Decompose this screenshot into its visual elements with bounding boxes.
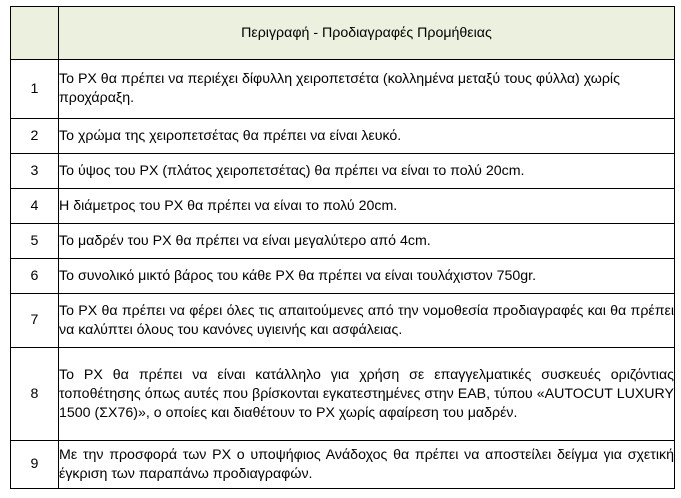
- row-description: Το ύψος του ΡΧ (πλάτος χειροπετσέτας) θα πρέπει να είναι το πολύ 20cm.: [59, 154, 675, 189]
- table-header-row: [11, 7, 675, 60]
- header-description-cell: Περιγραφή - Προδιαγραφές Προμήθειας: [59, 7, 675, 60]
- row-description: Το μαδρέν του ΡΧ θα πρέπει να είναι μεγαλύτερο από 4cm.: [59, 224, 675, 259]
- table-row: [11, 154, 675, 189]
- row-number: 3: [11, 154, 59, 189]
- table-row: [11, 60, 675, 119]
- row-description: Το συνολικό μικτό βάρος του κάθε ΡΧ θα πρέπει να είναι τουλάχιστον 750gr.: [59, 259, 675, 294]
- table-row: [11, 259, 675, 294]
- row-number: 9: [11, 441, 59, 489]
- table-row: [11, 119, 675, 154]
- row-number: 1: [11, 60, 59, 119]
- table-row: [11, 224, 675, 259]
- header-number-cell: [11, 7, 59, 60]
- row-description: Το ΡΧ θα πρέπει να φέρει όλες τις απαιτούμενες από την νομοθεσία προδιαγραφές και θα πρέπει να καλύπτει όλους του κανόνες υγιεινής και ασφάλειας.: [59, 294, 675, 348]
- row-number: 2: [11, 119, 59, 154]
- table-row: [11, 189, 675, 224]
- row-number: 7: [11, 294, 59, 348]
- row-description: Με την προσφορά των ΡΧ ο υποψήφιος Ανάδοχος θα πρέπει να αποστείλει δείγμα για σχετική έγκριση των παραπάνω προδιαγραφών.: [59, 441, 675, 489]
- row-number: 4: [11, 189, 59, 224]
- row-description: Το ΡΧ θα πρέπει να περιέχει δίφυλλη χειροπετσέτα (κολλημένα μεταξύ τους φύλλα) χωρίς προχάραξη.: [59, 60, 675, 119]
- table-row: [11, 441, 675, 489]
- table-row: [11, 348, 675, 441]
- row-description: Το ΡΧ θα πρέπει να είναι κατάλληλο για χρήση σε επαγγελματικές συσκευές οριζόντιας τοποθέτησης όπως αυτές που βρίσκονται εγκατεστημένες στην ΕΑΒ, τύπου «AUTOCUT LUXURY 1500 (ΣΧ76)», ο οποίες και διαθέτουν το ΡΧ χωρίς αφαίρεση του μαδρέν.: [59, 348, 675, 441]
- row-number: 5: [11, 224, 59, 259]
- row-number: 6: [11, 259, 59, 294]
- row-description: Το χρώμα της χειροπετσέτας θα πρέπει να είναι λευκό.: [59, 119, 675, 154]
- specifications-table: [10, 6, 675, 489]
- row-number: 8: [11, 348, 59, 441]
- table-row: [11, 294, 675, 348]
- row-description: Η διάμετρος του ΡΧ θα πρέπει να είναι το πολύ 20cm.: [59, 189, 675, 224]
